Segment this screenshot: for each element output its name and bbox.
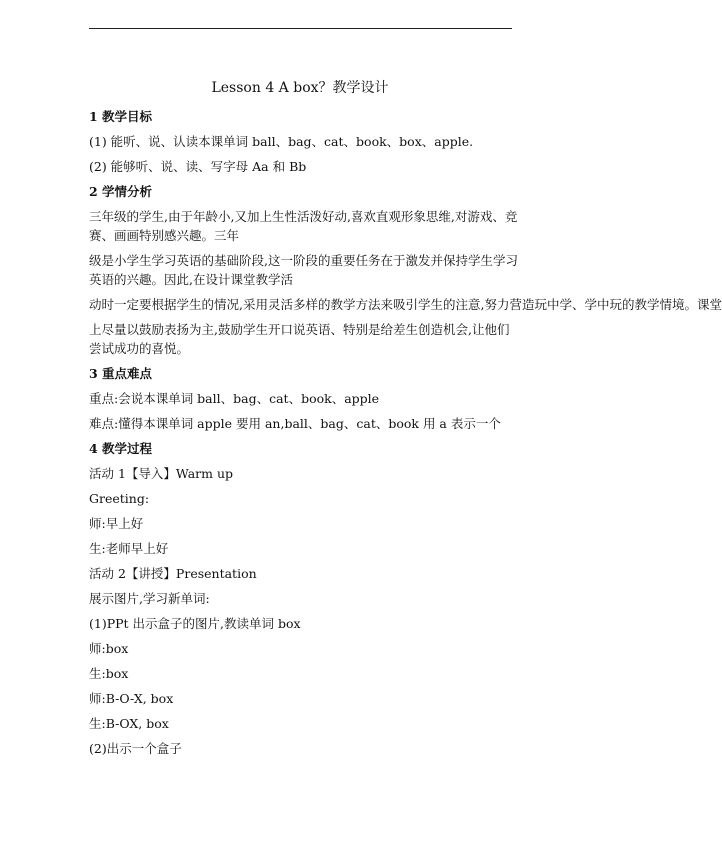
document-body bbox=[89, 104, 722, 761]
section-heading: 1 教学目标 bbox=[89, 109, 153, 124]
body-line: 师:box bbox=[89, 641, 129, 656]
body-line: (2) 能够听、说、读、写字母 Aa 和 Bb bbox=[89, 159, 307, 174]
body-paragraph: 三年级的学生,由于年龄小,又加上生性活泼好动,喜欢直观形象思维,对游戏、竞赛、画画特别感兴趣。三年 bbox=[89, 209, 518, 243]
body-line: (2)出示一个盒子 bbox=[89, 741, 182, 756]
document-title: Lesson 4 A box？教学设计 bbox=[211, 80, 389, 96]
body-line: 师:B-O-X, box bbox=[89, 691, 174, 706]
body-line: 生:box bbox=[89, 666, 129, 681]
section-heading: 2 学情分析 bbox=[89, 184, 153, 199]
body-line: (1) 能听、说、认读本课单词 ball、bag、cat、book、box、apple. bbox=[89, 134, 474, 149]
body-line: Greeting: bbox=[89, 491, 150, 506]
body-line: 难点:懂得本课单词 apple 要用 an,ball、bag、cat、book 用 a 表示一个 bbox=[89, 416, 501, 431]
body-line: (1)PPt 出示盒子的图片,教读单词 box bbox=[89, 616, 301, 631]
body-line: 生:B-OX, box bbox=[89, 716, 169, 731]
body-line: 师:早上好 bbox=[89, 516, 144, 531]
body-paragraph: 上尽量以鼓励表扬为主,鼓励学生开口说英语、特别是给差生创造机会,让他们尝试成功的喜悦。 bbox=[89, 322, 510, 356]
body-line: 展示图片,学习新单词: bbox=[89, 591, 210, 606]
header-rule bbox=[89, 28, 512, 29]
section-heading: 4 教学过程 bbox=[89, 441, 153, 456]
body-paragraph: 级是小学生学习英语的基础阶段,这一阶段的重要任务在于激发并保持学生学习英语的兴趣。因此,在设计课堂教学活 bbox=[89, 253, 518, 287]
body-line: 活动 2【讲授】Presentation bbox=[89, 566, 257, 581]
body-line: 生:老师早上好 bbox=[89, 541, 169, 556]
body-line: 活动 1【导入】Warm up bbox=[89, 466, 233, 481]
body-line: 重点:会说本课单词 ball、bag、cat、book、apple bbox=[89, 391, 380, 406]
section-heading: 3 重点难点 bbox=[89, 366, 153, 381]
body-line: 动时一定要根据学生的情况,采用灵活多样的教学方法来吸引学生的注意,努力营造玩中学、学中玩的教学情境。课堂 bbox=[89, 297, 722, 312]
